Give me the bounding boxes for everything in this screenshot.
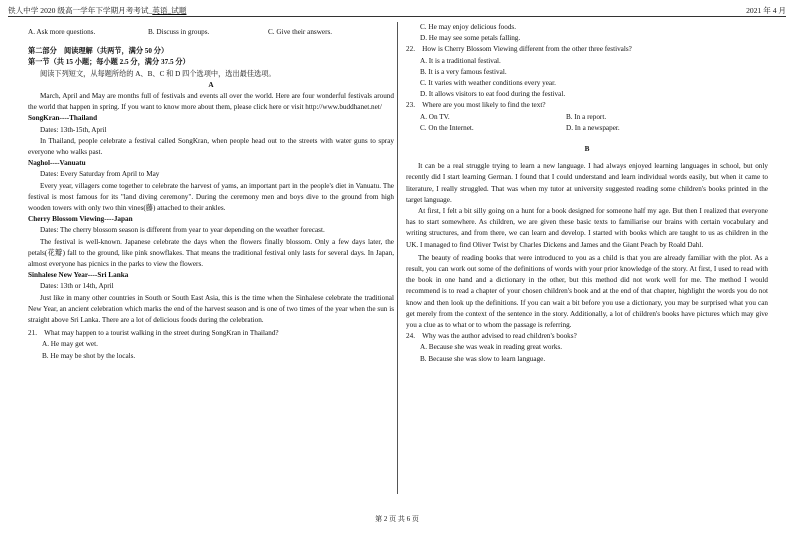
festival-name: Cherry Blossom Viewing----Japan (28, 215, 133, 224)
option-a: A. Ask more questions. (28, 28, 96, 36)
festival-name: Sinhalese New Year----Sri Lanka (28, 271, 129, 280)
previous-question-options (28, 27, 394, 38)
question-21-option-d: D. He may see some petals falling. (420, 34, 521, 43)
question-22-stem: 22. How is Cherry Blossom Viewing different from the other three festivals? (406, 45, 632, 54)
header-title (8, 5, 186, 16)
festival-dates: Dates: 13th or 14th, April (40, 282, 114, 291)
right-column (406, 22, 768, 365)
festival-description: In Thailand, people celebrate a festival called SongKran, when people head out to the streets with water guns to spray everyone who walks past. (28, 136, 394, 157)
question-24-option-b: B. Because she was slow to learn language. (420, 354, 546, 363)
option-b: B. Discuss in groups. (148, 28, 210, 36)
part2-title: 第二部分 阅读理解（共两节，满分 50 分） (28, 47, 169, 56)
question-23-stem: 23. Where are you most likely to find the text? (406, 101, 546, 110)
festival-dates: Dates: Every Saturday from April to May (40, 170, 160, 179)
column-divider (397, 22, 398, 494)
festival-description: Just like in many other countries in South or South East Asia, this is the time when the Sinhalese celebrate the traditional New Year, an ancient celebration which marks the end of the harvest season and is one of two times of the year when the sun is straight above Sri Lanka. There are a lot of delicious foods during the celebration. (28, 293, 394, 325)
instructions: 阅读下列短文，从每题所给的 A、B、C 和 D 四个选项中，选出最佳选项。 (40, 69, 276, 78)
option-c: C. Give their answers. (268, 28, 333, 36)
header-date: 2021 年 4 月 (746, 6, 786, 15)
festival-dates: Dates: The cherry blossom season is different from year to year depending on the weather forecast. (40, 226, 325, 235)
festival-name: Naghol----Vanuatu (28, 159, 86, 168)
passage-b-letter: B (584, 145, 590, 154)
question-24-stem: 24. Why was the author advised to read children's books? (406, 332, 577, 341)
page-header (8, 4, 786, 17)
question-22-option-c: C. It varies with weather conditions every year. (420, 79, 556, 88)
festival-dates: Dates: 13th-15th, April (40, 125, 107, 134)
question-21-option-c: C. He may enjoy delicious foods. (420, 23, 517, 31)
festival-description: The festival is well-known. Japanese celebrate the days when the flowers finally blossom. Only a few days later, the petals(花瓣) fall to the ground, like pink snowflakes. That means the traditional festival only lasts for several days. In Japan, almost everyone has picnics in the parks to view the flowers. (28, 237, 394, 269)
passage-b-paragraph: The beauty of reading books that were introduced to you as a child is that you are already familiar with the plot. As a result, you can work out some of the definitions of words with your prior knowledge of the story. At first, I used to read with the book in one hand and a dictionary in the other, but this method did not work well for me. The method I would recommend is to read a chapter of your chosen children's book and at the end of that chapter, highlight the words you do not know and then look up the definitions. If you can wait a bit before you use a dictionary, you may be surprised what you can get merely from the context of the sentence in the story. Additionally, a lot of children's books have pictures which may give you a clue as to what or to whom the passage is referring. (406, 253, 768, 330)
question-21-option-b: B. He may be shot by the locals. (42, 351, 136, 360)
question-21-option-a: A. He may get wet. (42, 340, 98, 349)
question-23-options-row-2 (406, 123, 768, 134)
question-23-option-c: C. On the Internet. (420, 123, 474, 132)
page-number: 第 2 页 共 6 页 (375, 515, 419, 523)
festival-name: SongKran----Thailand (28, 114, 98, 123)
left-column (28, 22, 394, 362)
question-23-option-b: B. In a report. (566, 112, 607, 121)
question-23-options-row-1 (406, 112, 768, 123)
passage-a-intro: March, April and May are months full of festivals and events all over the world. Here are four wonderful festivals around the world that happen in spring. If you want to know more about them, please click here or visit http://www.buddhanet.net/ (28, 92, 394, 112)
passage-b-paragraph: At first, I felt a bit silly going on a hunt for a book designed for someone half my age. But then I realized that everyone has to start somewhere. As children, we are given these basic texts to familiarise our brains with certain vocabulary and writing structures, and from there, we can learn and develop. I started with books which are taught to us as children in the UK. I managed to find Oliver Twist by Charles Dickens and James and the Giant Peach by Roald Dahl. (406, 207, 768, 249)
question-22-option-b: B. It is a very famous festival. (420, 67, 507, 76)
question-22-option-d: D. It allows visitors to eat food during the festival. (420, 90, 566, 99)
passage-b-paragraph: It can be a real struggle trying to learn a new language. I had always enjoyed learning languages in school, but only recently did I start learning German. I found that I could understand and learn individual words easily, but when it came to literature, I really struggled. That was when my tutor at university suggested reading some children's books printed in the target language. (406, 162, 768, 204)
header-title-suffix: _试题 (167, 6, 187, 15)
question-24-option-a: A. Because she was weak in reading great works. (420, 343, 563, 352)
section1-title: 第一节（共 15 小题；每小题 2.5 分，满分 37.5 分） (28, 58, 190, 67)
question-21-stem: 21. What may happen to a tourist walking in the street during SongKran in Thailand? (28, 329, 279, 338)
question-22-option-a: A. It is a traditional festival. (420, 56, 501, 65)
question-23-option-a: A. On TV. (420, 112, 450, 121)
passage-a-letter: A (208, 80, 214, 89)
header-subject: 英语 (152, 6, 168, 15)
question-23-option-d: D. In a newspaper. (566, 123, 620, 132)
festival-description: Every year, villagers come together to celebrate the harvest of yams, an important part in the people's diet in Vanuatu. The festival is most famous for its "land diving ceremony". During the ceremony men and boys dive to the ground from high wooden towers with only two thin vines(藤) attached to their ankles. (28, 181, 394, 213)
header-title-prefix: 铁人中学 2020 级高一学年下学期月考考试_ (8, 6, 153, 15)
